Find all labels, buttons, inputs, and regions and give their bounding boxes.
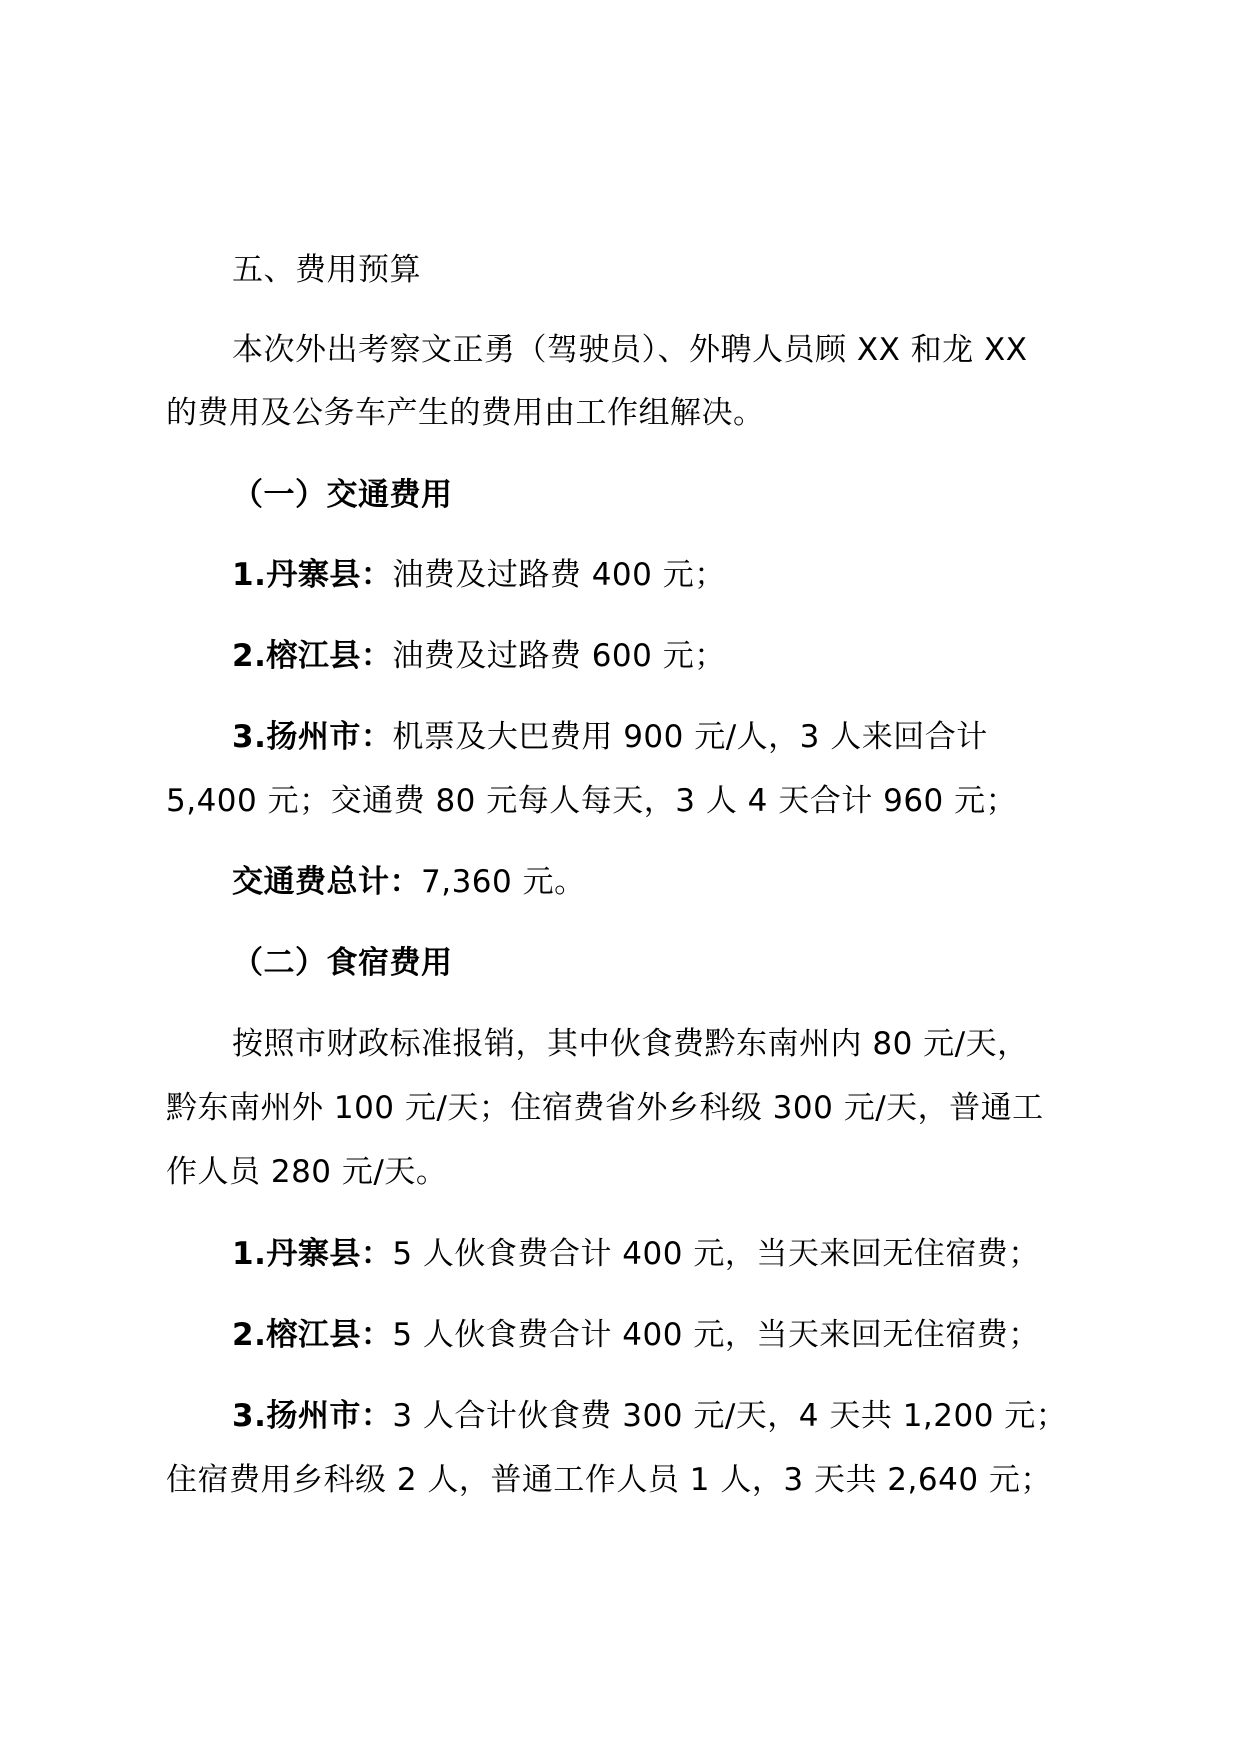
transport-item-2-label: 2.榕江县： (232, 638, 393, 674)
transport-item-1 (232, 555, 726, 595)
lodging-item-1 (232, 1234, 1040, 1274)
lodging-standard-line-3: 作人员 280 元/天。 (166, 1154, 448, 1190)
intro-line-2: 的费用及公务车产生的费用由工作组解决。 (166, 395, 765, 431)
lodging-item-3-label: 3.扬州市： (232, 1398, 393, 1434)
lodging-standard-line-2: 黔东南州外 100 元/天；住宿费省外乡科级 300 元/天，普通工 (166, 1090, 1044, 1126)
lodging-item-2-text: 5 人伙食费合计 400 元，当天来回无住宿费； (392, 1317, 1040, 1353)
transport-item-3-continuation: 5,400 元；交通费 80 元每人每天，3 人 4 天合计 960 元； (166, 783, 1018, 819)
lodging-heading: （二）食宿费用 (232, 945, 453, 981)
transport-total (232, 862, 586, 902)
lodging-item-1-label: 1.丹寨县： (232, 1236, 393, 1272)
lodging-item-1-text: 5 人伙食费合计 400 元，当天来回无住宿费； (392, 1236, 1040, 1272)
lodging-item-3-text: 3 人合计伙食费 300 元/天，4 天共 1,200 元； (392, 1398, 1068, 1434)
transport-item-1-text: 油费及过路费 400 元； (392, 557, 726, 593)
transport-item-3-text: 机票及大巴费用 900 元/人，3 人来回合计 (392, 719, 988, 755)
lodging-item-2-label: 2.榕江县： (232, 1317, 393, 1353)
transport-item-3 (232, 717, 988, 757)
transport-total-label: 交通费总计： (232, 864, 421, 900)
lodging-item-2 (232, 1315, 1040, 1355)
transport-item-3-label: 3.扬州市： (232, 719, 393, 755)
lodging-item-3 (232, 1396, 1067, 1436)
transport-heading: （一）交通费用 (232, 477, 453, 513)
lodging-standard-line-1: 按照市财政标准报销，其中伙食费黔东南州内 80 元/天， (232, 1026, 1029, 1062)
transport-item-2 (232, 636, 726, 676)
transport-total-text: 7,360 元。 (421, 864, 586, 900)
intro-line-1: 本次外出考察文正勇（驾驶员）、外聘人员顾 XX 和龙 XX (232, 332, 1028, 368)
section-title: 五、费用预算 (232, 252, 421, 288)
lodging-item-3-continuation: 住宿费用乡科级 2 人，普通工作人员 1 人，3 天共 2,640 元； (166, 1462, 1052, 1498)
transport-item-2-text: 油费及过路费 600 元； (392, 638, 726, 674)
transport-item-1-label: 1.丹寨县： (232, 557, 393, 593)
